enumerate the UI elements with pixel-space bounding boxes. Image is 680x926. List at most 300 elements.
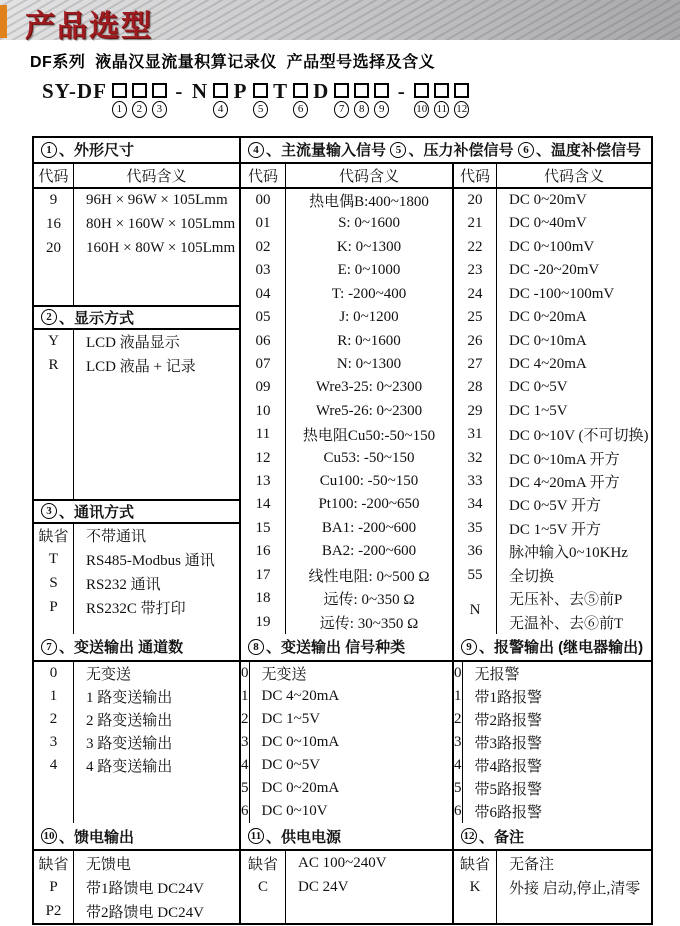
- table-row: [454, 189, 651, 212]
- subheader-flow: [241, 164, 452, 189]
- model-segment-box: [434, 79, 449, 118]
- meaning-cell: RS232C 带打印: [86, 601, 186, 618]
- meaning-cell: 带5路报警: [474, 782, 543, 799]
- code-cell: 4: [454, 754, 463, 777]
- meaning-cell: R: 0~1600: [337, 332, 401, 349]
- meaning-cell: DC 4~20mA 开方: [509, 475, 620, 492]
- meaning-cell: [286, 899, 452, 923]
- code-cell: 31: [454, 423, 497, 446]
- code-cell: C: [241, 875, 286, 899]
- code-cell: 0: [34, 662, 74, 685]
- section-display-rows: [34, 330, 239, 499]
- table-row: [454, 353, 651, 376]
- code-cell: 05: [241, 306, 286, 329]
- code-cell: [241, 899, 286, 923]
- meaning-cell: 线性电阻: 0~500 Ω: [308, 568, 430, 585]
- empty-space: [454, 899, 651, 923]
- code-cell: 33: [454, 470, 497, 493]
- meaning-cell: DC 24V: [298, 878, 349, 895]
- table-row: [454, 446, 651, 469]
- section-txch-rows: [34, 662, 239, 824]
- code-cell: Y: [34, 330, 74, 354]
- code-cell: 21: [454, 212, 497, 235]
- enum-sep: 、: [59, 142, 75, 160]
- code-cell: 11: [241, 423, 286, 446]
- code-cell: [34, 261, 74, 305]
- code-cell: 03: [241, 259, 286, 282]
- table-row: [454, 587, 651, 634]
- table-row: [454, 800, 651, 823]
- selection-table: [32, 136, 653, 925]
- meaning-cell: DC 0~20mV: [509, 192, 587, 208]
- circled-1: 1: [41, 142, 57, 158]
- circled-number: 5: [253, 101, 268, 118]
- meaning-cell: 无报警: [474, 666, 520, 683]
- section-feed-rows: [34, 851, 239, 923]
- meaning-cell: [497, 587, 651, 634]
- circled-11: 11: [248, 828, 264, 844]
- code-cell: 17: [241, 564, 286, 587]
- meaning-cell: 2 路变送输出: [86, 712, 173, 729]
- circled-number: 4: [213, 101, 228, 118]
- meaning-cell: T: -200~400: [331, 285, 407, 302]
- section-power-rows: [241, 851, 452, 923]
- accent-bar: [0, 5, 7, 38]
- banner: [0, 0, 680, 43]
- table-row: [454, 470, 651, 493]
- meaning-cell: Wre3-25: 0~2300: [315, 379, 423, 396]
- circled-7: 7: [41, 639, 57, 655]
- code-cell: 23: [454, 259, 497, 282]
- section-display-header: [34, 305, 239, 330]
- section-alarm-rows: [454, 662, 651, 824]
- table-row: [454, 259, 651, 282]
- table-row: [454, 662, 651, 685]
- table-row: [241, 875, 452, 899]
- model-segment-box: [253, 79, 268, 118]
- meaning-cell: DC 1~5V: [261, 710, 321, 727]
- circled-number: 12: [454, 101, 469, 118]
- section-txsig-header: [241, 634, 454, 660]
- table-row: [34, 213, 239, 237]
- code-cell: 10: [241, 400, 286, 423]
- code-col-header: 代码: [454, 164, 497, 187]
- model-segment-text: [273, 79, 288, 123]
- table-row: [241, 587, 452, 610]
- meaning-cell: [74, 620, 239, 634]
- meaning-cell: DC 0~20mA: [261, 780, 340, 797]
- table-row: [241, 376, 452, 399]
- meaning-cell: RS232 通讯: [86, 577, 161, 594]
- meaning-cell: RS485-Modbus 通讯: [86, 553, 215, 570]
- code-cell: 3: [454, 731, 463, 754]
- section-note-rows: [454, 851, 651, 923]
- meaning-cell: LCD 液晶 + 记录: [86, 359, 196, 376]
- meaning-cell: DC 1~5V 开方: [509, 521, 602, 538]
- section-dim-header: [34, 138, 241, 162]
- table-row: [241, 400, 452, 423]
- meaning-cell: DC -20~20mV: [509, 262, 600, 279]
- section-display-title: 显示方式: [74, 309, 135, 327]
- table-row: [454, 517, 651, 540]
- code-cell: 35: [454, 517, 497, 540]
- meaning-cell: 无变送: [86, 666, 132, 683]
- table-row: [241, 731, 452, 754]
- code-cell: 1: [454, 685, 463, 708]
- meaning-cell: 热电阻Cu50:-50~150: [302, 428, 436, 445]
- code-cell: 28: [454, 376, 497, 399]
- meaning-cell: 不带通讯: [86, 529, 147, 546]
- meaning-cell: [74, 378, 239, 499]
- table-row: [454, 329, 651, 352]
- code-cell: 4: [241, 754, 250, 777]
- circled-number: 10: [414, 101, 429, 118]
- enum-sep: 、: [535, 142, 551, 160]
- table-row: [241, 777, 452, 800]
- model-box: [152, 83, 167, 98]
- code-cell: 02: [241, 236, 286, 259]
- circled-number: 9: [374, 101, 389, 118]
- empty-space: [34, 378, 239, 499]
- table-row: [34, 899, 239, 923]
- meaning-cell: 带2路报警: [474, 712, 543, 729]
- model-box: [354, 83, 369, 98]
- sections-4-5-6-header: [241, 138, 651, 162]
- code-cell: [454, 899, 497, 923]
- enum-sep: 、: [408, 142, 424, 160]
- code-cell: 09: [241, 376, 286, 399]
- model-text: P: [233, 79, 248, 103]
- table-row: [454, 540, 651, 563]
- meaning-cell: DC 0~10mA 开方: [509, 451, 620, 468]
- subheader-pt: [454, 164, 651, 189]
- section-alarm-header: [454, 634, 651, 660]
- meaning-cell: 无馈电: [86, 856, 132, 873]
- code-cell: 12: [241, 446, 286, 469]
- table-row: [34, 596, 239, 620]
- code-cell: 缺省: [241, 851, 286, 875]
- code-cell: 19: [241, 610, 286, 633]
- meaning-cell: 无变送: [261, 666, 307, 683]
- table-row: [454, 493, 651, 516]
- table-row: [241, 212, 452, 235]
- meaning-cell: DC 0~5V 开方: [509, 498, 602, 515]
- meaning-cell: 带2路馈电 DC24V: [86, 904, 204, 921]
- model-segment-box: [293, 79, 308, 118]
- code-cell: 14: [241, 493, 286, 516]
- code-cell: 55: [454, 564, 497, 587]
- empty-space: [34, 620, 239, 634]
- code-cell: 16: [34, 213, 74, 237]
- model-box: [414, 83, 429, 98]
- model-box: [112, 83, 127, 98]
- code-cell: 26: [454, 329, 497, 352]
- model-text: D: [313, 79, 330, 103]
- meaning-cell: 热电偶B:400~1800: [309, 194, 429, 210]
- model-segment-text: [233, 79, 248, 123]
- enum-sep: 、: [479, 828, 495, 846]
- table-row: [34, 731, 239, 754]
- bottom-table-body: [34, 851, 651, 923]
- meaning-cell: 全切换: [509, 568, 555, 585]
- circled-number: 11: [434, 101, 449, 118]
- meaning-line: 无温补、去⑥前T: [509, 615, 624, 632]
- meaning-cell: DC 0~5V: [509, 379, 568, 396]
- code-cell: 13: [241, 470, 286, 493]
- table-row: [241, 540, 452, 563]
- meaning-cell: BA1: -200~600: [321, 519, 417, 536]
- table-row: [454, 306, 651, 329]
- enum-sep: 、: [266, 828, 282, 846]
- circled-2: 2: [41, 309, 57, 325]
- section-alarm-title: 报警输出 (继电器输出): [494, 639, 644, 657]
- code-cell: 2: [241, 708, 250, 731]
- model-segment-box: [454, 79, 469, 118]
- circled-number: 8: [354, 101, 369, 118]
- meaning-cell: DC 0~10V (不可切换): [509, 428, 649, 445]
- circled-10: 10: [41, 828, 57, 844]
- section-pt-rows: [454, 189, 651, 634]
- table-row: [241, 353, 452, 376]
- code-cell: P: [34, 596, 74, 620]
- code-cell: 0: [454, 662, 463, 685]
- table-header-row-3: [34, 823, 651, 851]
- meaning-cell: Cu100: -50~150: [319, 473, 419, 490]
- model-text: -: [175, 79, 184, 103]
- upper-table-body: [34, 164, 651, 634]
- subtitle: DF系列 液晶汉显流量积算记录仪 产品型号选择及含义: [30, 54, 436, 71]
- section-temp-title: 温度补偿信号: [550, 142, 641, 160]
- code-cell: 1: [34, 685, 74, 708]
- circled-5: 5: [390, 142, 406, 158]
- table-row: [241, 236, 452, 259]
- meaning-cell: 4 路变送输出: [86, 758, 173, 775]
- meaning-cell: 远传: 30~350 Ω: [319, 615, 419, 632]
- table-row: [34, 572, 239, 596]
- circled-number: 2: [132, 101, 147, 118]
- meaning-cell: DC 4~20mA: [509, 355, 587, 372]
- meaning-cell: J: 0~1200: [339, 309, 399, 326]
- meaning-cell: LCD 液晶显示: [86, 335, 180, 352]
- section-txsig-rows: [241, 662, 452, 824]
- meaning-cell: 带6路报警: [474, 805, 543, 822]
- code-cell: S: [34, 572, 74, 596]
- model-text: N: [191, 79, 209, 103]
- code-cell: 20: [454, 189, 497, 212]
- meaning-cell: E: 0~1000: [337, 262, 401, 279]
- code-cell: P2: [34, 899, 74, 923]
- circled-6: 6: [518, 142, 534, 158]
- empty-space: [34, 777, 239, 824]
- model-box: [454, 83, 469, 98]
- enum-sep: 、: [59, 309, 75, 327]
- meaning-cell: 带1路馈电 DC24V: [86, 880, 204, 897]
- model-segment-box: [414, 79, 429, 118]
- meaning-cell: DC 4~20mA: [261, 687, 340, 704]
- model-box: [293, 83, 308, 98]
- table-row: [34, 708, 239, 731]
- circled-4: 4: [248, 142, 264, 158]
- circled-9: 9: [461, 639, 477, 655]
- table-header-row-1: [34, 138, 651, 164]
- mid-table-body: [34, 662, 651, 824]
- model-box: [434, 83, 449, 98]
- table-row: [241, 189, 452, 212]
- table-row: [241, 306, 452, 329]
- model-box: [253, 83, 268, 98]
- code-cell: 15: [241, 517, 286, 540]
- code-cell: 6: [241, 800, 250, 823]
- code-cell: K: [454, 875, 497, 899]
- model-segment-box: [334, 79, 349, 118]
- table-row: [241, 662, 452, 685]
- meaning-cell: 96H × 96W × 105Lmm: [86, 192, 228, 209]
- code-cell: 24: [454, 282, 497, 305]
- table-row: [241, 423, 452, 446]
- meaning-cell: 带4路报警: [474, 759, 543, 776]
- code-cell: N: [454, 587, 497, 634]
- section-power-header: [241, 823, 454, 849]
- model-box: [213, 83, 228, 98]
- meaning-cell: Pt100: -200~650: [318, 496, 420, 513]
- model-segment-box: [374, 79, 389, 118]
- code-cell: 缺省: [454, 851, 497, 875]
- table-row: [241, 517, 452, 540]
- table-row: [34, 662, 239, 685]
- section-pressure-header: [390, 139, 513, 160]
- section-temp-header: [518, 139, 641, 160]
- column-group-note: [454, 851, 651, 923]
- model-segment-box: [132, 79, 147, 118]
- table-row: [454, 685, 651, 708]
- code-cell: 16: [241, 540, 286, 563]
- circled-3: 3: [41, 503, 57, 519]
- code-cell: 1: [241, 685, 250, 708]
- meaning-cell: DC 0~20mA: [509, 309, 587, 326]
- circled-8: 8: [248, 639, 264, 655]
- model-box: [132, 83, 147, 98]
- meaning-cell: 80H × 160W × 105Lmm: [86, 216, 236, 233]
- enum-sep: 、: [59, 828, 75, 846]
- table-header-row-2: [34, 634, 651, 662]
- table-row: [454, 875, 651, 899]
- table-row: [454, 851, 651, 875]
- code-cell: 00: [241, 189, 286, 212]
- code-cell: 0: [241, 662, 250, 685]
- model-text: -: [397, 79, 406, 103]
- meaning-cell: DC 0~10mA: [261, 733, 340, 750]
- model-segment-text: [394, 79, 409, 123]
- meaning-col-header: 代码含义: [543, 168, 604, 185]
- table-row: [241, 800, 452, 823]
- enum-sep: 、: [59, 503, 75, 521]
- table-row: [241, 754, 452, 777]
- circled-number: 1: [112, 101, 127, 118]
- table-row: [454, 376, 651, 399]
- enum-sep: 、: [59, 639, 75, 657]
- code-cell: 25: [454, 306, 497, 329]
- column-group-txch: [34, 662, 241, 824]
- meaning-cell: [74, 777, 239, 824]
- meaning-cell: DC 0~10V: [261, 803, 328, 820]
- table-row: [454, 212, 651, 235]
- code-cell: 18: [241, 587, 286, 610]
- code-cell: 3: [241, 731, 250, 754]
- model-segment-box: [112, 79, 127, 118]
- meaning-cell: DC 0~100mV: [509, 238, 595, 255]
- table-row: [454, 236, 651, 259]
- section-txch-title: 变送输出 通道数: [74, 639, 184, 657]
- table-row: [241, 493, 452, 516]
- meaning-cell: DC 0~5V: [261, 757, 321, 774]
- table-row: [241, 564, 452, 587]
- meaning-cell: 无备注: [509, 856, 555, 873]
- section-txch-header: [34, 634, 241, 660]
- table-row: [454, 282, 651, 305]
- meaning-cell: BA2: -200~600: [321, 543, 417, 560]
- empty-space: [34, 261, 239, 305]
- code-cell: 34: [454, 493, 497, 516]
- meaning-cell: 远传: 0~350 Ω: [323, 592, 415, 609]
- section-comm-header: [34, 499, 239, 524]
- code-cell: [34, 378, 74, 499]
- meaning-cell: [74, 261, 239, 305]
- section-flow-header: [248, 139, 386, 160]
- code-cell: [34, 620, 74, 634]
- model-code-line: [42, 79, 680, 125]
- table-row: [241, 446, 452, 469]
- code-cell: 2: [454, 708, 463, 731]
- empty-space: [241, 899, 452, 923]
- section-feed-header: [34, 823, 241, 849]
- meaning-cell: 160H × 80W × 105Lmm: [86, 240, 236, 257]
- meaning-line: 无压补、去⑤前P: [509, 592, 623, 609]
- table-row: [34, 548, 239, 572]
- code-cell: 5: [454, 777, 463, 800]
- table-row: [34, 237, 239, 261]
- circled-number: 7: [334, 101, 349, 118]
- section-dim-title: 外形尺寸: [74, 142, 135, 160]
- column-group-power: [241, 851, 454, 923]
- section-flow-title: 主流量输入信号: [281, 142, 387, 160]
- meaning-cell: K: 0~1300: [336, 238, 402, 255]
- code-cell: 20: [34, 237, 74, 261]
- section-comm-rows: [34, 524, 239, 634]
- code-cell: 缺省: [34, 851, 74, 875]
- table-row: [241, 259, 452, 282]
- code-cell: T: [34, 548, 74, 572]
- meaning-cell: N: 0~1300: [336, 355, 402, 372]
- table-row: [454, 731, 651, 754]
- meaning-cell: 3 路变送输出: [86, 735, 173, 752]
- section-txsig-title: 变送输出 信号种类: [281, 639, 406, 657]
- code-cell: 9: [34, 189, 74, 213]
- code-cell: 5: [241, 777, 250, 800]
- column-group-feed: [34, 851, 241, 923]
- section-note-title: 备注: [494, 828, 525, 846]
- table-row: [34, 754, 239, 777]
- column-group-left: [34, 164, 241, 634]
- enum-sep: 、: [266, 639, 282, 657]
- code-cell: 3: [34, 731, 74, 754]
- code-cell: [34, 777, 74, 824]
- section-comm-title: 通讯方式: [74, 503, 135, 521]
- meaning-cell: Cu53: -50~150: [323, 449, 415, 466]
- meaning-cell: 带1路报警: [474, 689, 543, 706]
- code-cell: R: [34, 354, 74, 378]
- meaning-cell: DC -100~100mV: [509, 285, 615, 302]
- page-title: 产品选型: [25, 10, 153, 43]
